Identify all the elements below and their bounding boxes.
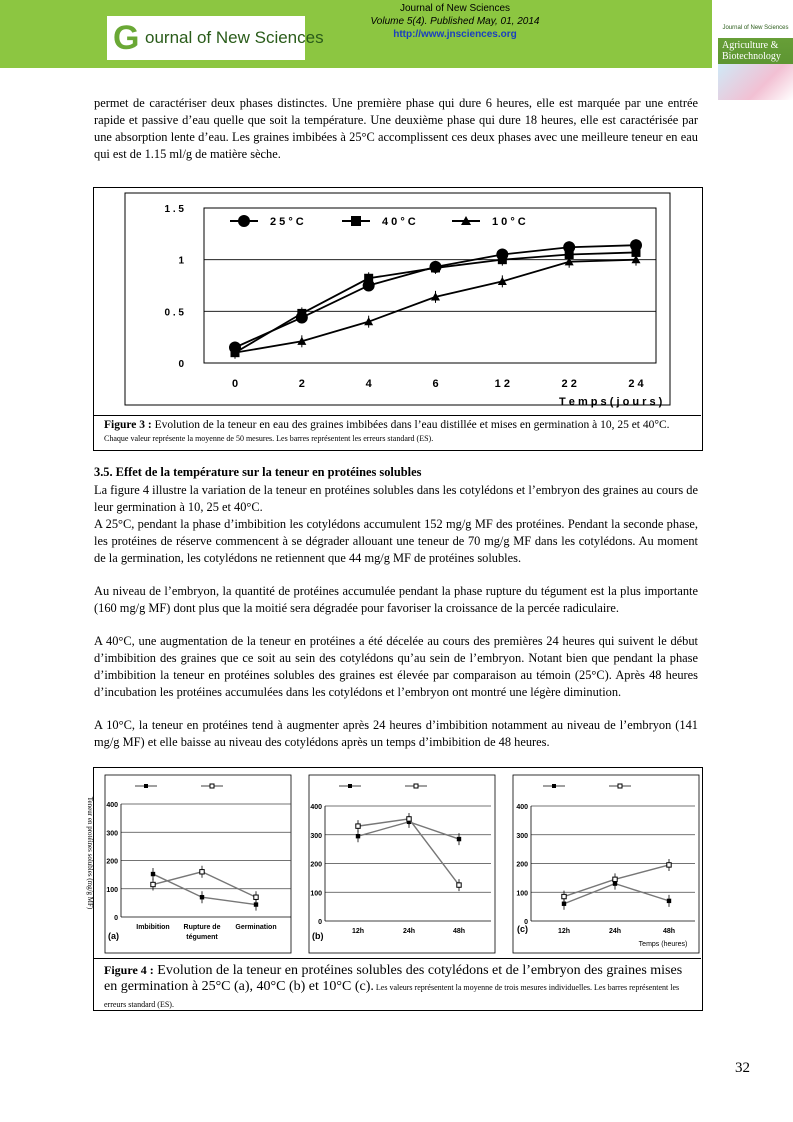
square-point <box>431 263 440 272</box>
x-tick-label: Germination <box>235 924 277 931</box>
x-tick-label: 48h <box>452 928 466 935</box>
figure-3-label: Figure 3 : <box>104 419 152 431</box>
figure-4-ylabel: Teneur en protéines solubles (mg/g MF) <box>86 796 94 910</box>
section-heading: 3.5. Effet de la température sur la teneur en protéines solubles <box>94 465 422 479</box>
x-tick-label: 12h <box>557 928 571 935</box>
open-square-point <box>407 817 411 821</box>
x-tick-label: 2 2 <box>561 378 577 390</box>
paragraph-5: A 10°C, la teneur en protéines tend à augmenter après 24 heures d’imbibition notamment au niveau de l’embryon (141 mg/g MF) et elle baisse au niveau des cotylédons après un temps d’imbibition de 48 heures. <box>94 718 698 749</box>
open-square-point <box>356 824 360 828</box>
figure-4-note: Les valeurs représentent la moyenne de trois mesures individuelles. Les barres représentent les erreurs standard (ES). <box>104 983 680 1009</box>
filled-square-point <box>667 899 671 903</box>
section-badge <box>718 18 793 100</box>
x-tick-label: 0 <box>231 378 239 390</box>
panel-frame <box>309 775 495 953</box>
x-tick-label: 24h <box>608 928 622 935</box>
badge-title: Agriculture & Biotechnology <box>722 40 781 62</box>
intro-paragraph: permet de caractériser deux phases distinctes. Une première phase qui dure 6 heures, elle est marquée par une entrée rapide et passive d’eau quelle que soit la température. Une deuxième phase qui dure 18 heures, elle est caractérisée par une absorption lente d’eau. Les graines imbibées à 25°C accomplissent ces deux phases avec une meilleure teneur en eau qui est de 1.15 ml/g de matière sèche. <box>94 96 698 161</box>
x-axis-label: T e m p s ( j o u r s ) <box>559 396 663 408</box>
journal-logo <box>107 16 324 60</box>
x-tick-label: 6 <box>432 378 439 390</box>
panel-label: (c) <box>517 924 528 934</box>
panel-c <box>513 775 699 953</box>
filled-square-point <box>200 895 204 899</box>
plot-area <box>204 208 656 363</box>
open-square-point <box>562 894 566 898</box>
journal-header-bar <box>0 0 712 68</box>
figure-3-note: Chaque valeur représente la moyenne de 50 mesures. Les barres représentent les erreurs standard (ES). <box>104 434 434 443</box>
logo-g-glyph: G <box>113 19 140 57</box>
figure-4-ylabel-box <box>84 785 96 925</box>
y-tick-label: 0 <box>178 359 184 370</box>
x-axis-label: Temps (heures) <box>638 941 688 948</box>
open-square-point <box>151 882 155 886</box>
y-tick-label: 100 <box>106 886 118 894</box>
x-tick-label: 4 <box>365 378 372 390</box>
circle-point <box>238 215 250 227</box>
legend-label: 4 0 ° C <box>382 216 416 228</box>
square-point <box>498 255 507 264</box>
square-point <box>364 274 373 283</box>
filled-square-point <box>144 784 148 788</box>
x-tick-label: tégument <box>186 934 218 941</box>
journal-url-link[interactable]: http://www.jnsciences.org <box>393 29 517 40</box>
y-tick-label: 400 <box>106 802 118 809</box>
x-tick-label: Imbibition <box>136 924 170 931</box>
y-tick-label: 0 <box>524 919 528 926</box>
x-tick-label: 2 4 <box>628 378 644 390</box>
y-tick-label: 200 <box>106 858 118 866</box>
badge-image <box>718 64 793 100</box>
panel-label: (b) <box>312 931 324 941</box>
figure-3-chart <box>94 188 701 415</box>
y-tick-label: 400 <box>310 804 322 811</box>
panel-label: (a) <box>108 931 119 941</box>
panel-a <box>105 775 291 953</box>
filled-square-point <box>457 837 461 841</box>
y-tick-label: 0 <box>318 919 322 926</box>
y-tick-label: 100 <box>310 890 322 898</box>
square-point <box>297 309 306 318</box>
paragraph-1: La figure 4 illustre la variation de la teneur en protéines solubles dans les cotylédons et l’embryon des graines au cours de leur germination à 10, 25 et 40°C. <box>94 483 698 514</box>
open-square-point <box>618 784 622 788</box>
square-point <box>351 216 361 226</box>
y-tick-label: 0 <box>114 915 118 922</box>
open-square-point <box>457 883 461 887</box>
y-tick-label: 100 <box>516 890 528 898</box>
filled-square-point <box>348 784 352 788</box>
y-tick-label: 0 . 5 <box>164 307 184 319</box>
paragraph-4: A 40°C, une augmentation de la teneur en protéines a été décelée au cours des premières 24 heures qui suivent le début d’imbibition des graines que ce soit au sein des cotylédons qu’au sein de l’embryon. Notant bien que pendant la phase d’imbibition la teneur en protéines solubles des graines est élevée par comparaison au témoin (25°C). Après 48 heures d’incubation les protéines accumulées dans les cotylédons et l’embryon ont montré une légère diminution. <box>94 634 698 699</box>
y-tick-label: 200 <box>310 861 322 869</box>
x-tick-label: Rupture de <box>183 924 221 931</box>
y-tick-label: 300 <box>516 832 528 840</box>
x-tick-label: 2 <box>298 378 305 390</box>
x-tick-label: 24h <box>402 928 416 935</box>
logo-text: ournal of New Sciences <box>145 28 324 47</box>
y-tick-label: 300 <box>106 830 118 838</box>
y-tick-label: 300 <box>310 832 322 840</box>
legend-label: 1 0 ° C <box>492 216 526 228</box>
figure-3 <box>93 187 703 451</box>
paragraph-2: A 25°C, pendant la phase d’imbibition les cotylédons accumulent 152 mg/g MF des protéines. Pendant la seconde phase, les protéines de réserve commencent à se dégrader allouant une teneur de 70 mg/g MF dans les cotylédons. Au moment de la germination, les cotylédons ne retiennent que 44 mg/g MF de protéines solubles. <box>94 517 698 565</box>
legend-label: 2 5 ° C <box>270 216 304 228</box>
x-tick-label: 1 2 <box>494 378 510 390</box>
figure-4-charts <box>94 768 701 958</box>
x-tick-label: 12h <box>351 928 365 935</box>
figure-3-caption <box>94 415 701 448</box>
page-number: 32 <box>735 1060 750 1076</box>
y-tick-label: 200 <box>516 861 528 869</box>
filled-square-point <box>552 784 556 788</box>
figure-3-text: Evolution de la teneur en eau des graines imbibées dans l’eau distillée et mises en germination à 10, 25 et 40°C. <box>151 419 670 431</box>
badge-journal-name: Journal of New Sciences <box>718 18 793 38</box>
filled-square-point <box>151 872 155 876</box>
y-tick-label: 1 . 5 <box>164 204 184 215</box>
filled-square-point <box>356 834 360 838</box>
open-square-point <box>200 870 204 874</box>
journal-name: Journal of New Sciences <box>399 3 511 14</box>
journal-volume: Volume 5(4). Published May, 01, 2014 <box>370 16 540 27</box>
figure-4-text: Evolution de la teneur en protéines solubles des cotylédons et de l’embryon des graines mises en germination à 25°C (a), 40°C (b) et 10°C (c). <box>104 963 683 994</box>
y-tick-label: 400 <box>516 804 528 811</box>
figure-4-caption <box>94 958 701 1016</box>
open-square-point <box>414 784 418 788</box>
figure-4 <box>93 767 703 1011</box>
open-square-point <box>613 877 617 881</box>
panel-b <box>309 775 495 953</box>
paragraph-3: Au niveau de l’embryon, la quantité de protéines accumulée pendant la phase rupture du tégument est la plus importante (160 mg/g MF) dont plus que la moitié sera dégradée pour favoriser la croissance de la percée radiculaire. <box>94 584 698 615</box>
y-tick-label: 1 <box>178 255 184 267</box>
open-square-point <box>667 863 671 867</box>
journal-info <box>305 2 605 41</box>
x-tick-label: 48h <box>662 928 676 935</box>
open-square-point <box>210 784 214 788</box>
figure-4-label: Figure 4 : <box>104 963 154 977</box>
open-square-point <box>254 895 258 899</box>
